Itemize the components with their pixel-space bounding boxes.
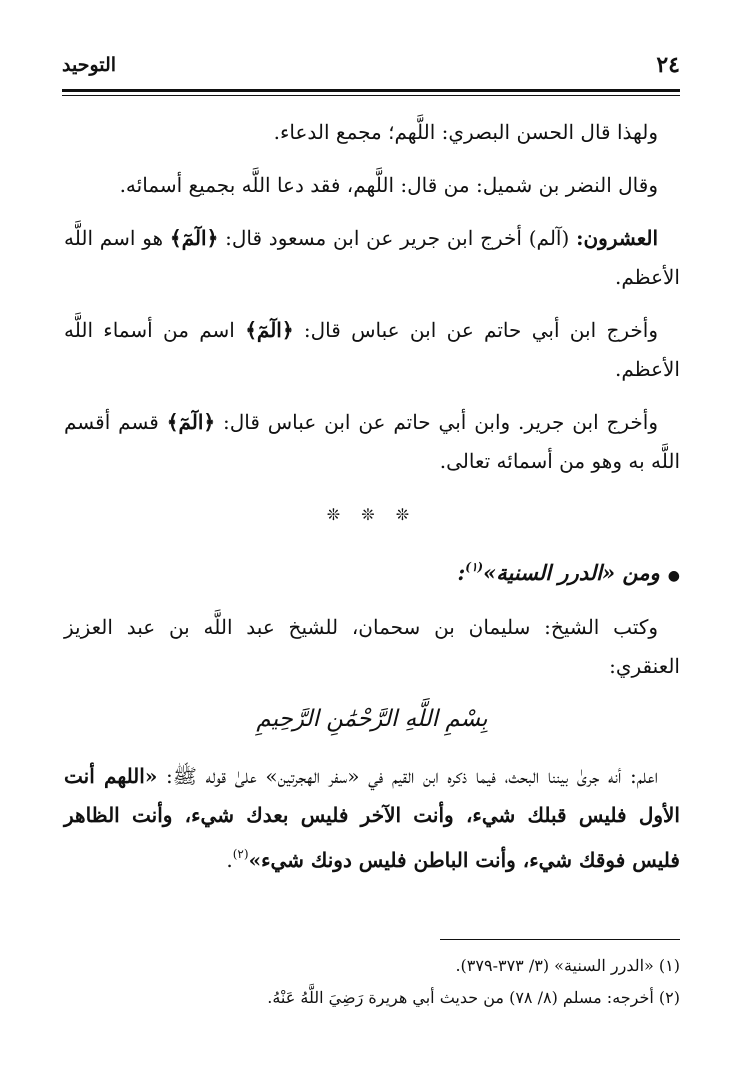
section-title: ومن «الدرر السنية» bbox=[483, 560, 660, 585]
item-label: العشرون: bbox=[576, 226, 658, 250]
footnote-2: (٢) أخرجه: مسلم (٨/ ٧٨) من حديث أبي هريرة رَضِيَ اللَّهُ عَنْهُ. bbox=[267, 988, 680, 1007]
paragraph-ibn-jarir bbox=[64, 403, 680, 481]
hadith-quote: «اللهم أنت الأول فليس قبلك شيء، وأنت الآخر فليس بعدك شيء، وأنت الظاهر فليس فوقك شيء، وأنت الباطن فليس دونك شيء» bbox=[64, 764, 680, 872]
quran-quote: ﴿الٓمٓ﴾ bbox=[169, 226, 219, 250]
section-colon: : bbox=[457, 560, 466, 585]
quran-quote: ﴿الٓمٓ﴾ bbox=[166, 410, 216, 434]
running-title: التوحيد bbox=[62, 54, 117, 76]
paragraph-ibn-abi-hatim bbox=[64, 311, 680, 389]
section-heading bbox=[64, 548, 680, 596]
paragraph-nadr-shumail: وقال النضر بن شميل: من قال: اللَّهم، فقد دعا اللَّه بجميع أسمائه. bbox=[119, 173, 658, 197]
footnote-ref: (١) bbox=[465, 560, 484, 574]
basmala: بِسْمِ اللَّهِ الرَّحْمَٰنِ الرَّحِيمِ bbox=[256, 706, 488, 732]
header-rule-thick bbox=[62, 89, 680, 92]
section-separator: ❊ ❊ ❊ bbox=[326, 505, 418, 524]
quran-quote: ﴿الٓمٓ﴾ bbox=[245, 318, 294, 342]
text-segment: . bbox=[226, 848, 233, 872]
text-segment: قسم أقسم اللَّه به وهو من أسمائه تعالى. bbox=[64, 410, 680, 473]
text-segment: هو اسم اللَّه الأعظم. bbox=[64, 226, 680, 289]
paragraph-sulaiman-letter: وكتب الشيخ: سليمان بن سحمان، للشيخ عبد اللَّه بن عبد العزيز العنقري: bbox=[64, 615, 680, 678]
main-text bbox=[64, 113, 680, 894]
footnote-rule bbox=[440, 939, 680, 940]
text-segment: وأخرج ابن جرير. وابن أبي حاتم عن ابن عباس قال: bbox=[215, 410, 659, 434]
text-segment: (آلم) أخرج ابن جرير عن ابن مسعود قال: bbox=[218, 226, 577, 250]
footnotes bbox=[64, 950, 680, 1014]
header-rule-thin bbox=[62, 95, 680, 96]
paragraph-hadith bbox=[64, 757, 680, 880]
page-number: ٢٤ bbox=[656, 52, 680, 78]
bullet-icon: ● bbox=[667, 568, 680, 584]
page-header bbox=[62, 52, 680, 82]
paragraph-hasan-basri: ولهذا قال الحسن البصري: اللَّهم؛ مجمع الدعاء. bbox=[273, 120, 658, 144]
footnote-1: (١) «الدرر السنية» (٣/ ٣٧٣-٣٧٩). bbox=[455, 956, 680, 975]
text-segment: اسم من أسماء اللَّه الأعظم. bbox=[64, 318, 680, 381]
text-segment: اعلم: أنه جرىٰ بيننا البحث، فيما ذكره ابن القيم في «سفر الهجرتين» علىٰ قوله ﷺ: bbox=[157, 764, 659, 788]
paragraph-twentieth bbox=[64, 219, 680, 297]
footnote-ref: (٢) bbox=[232, 847, 249, 861]
text-segment: وأخرج ابن أبي حاتم عن ابن عباس قال: bbox=[293, 318, 658, 342]
